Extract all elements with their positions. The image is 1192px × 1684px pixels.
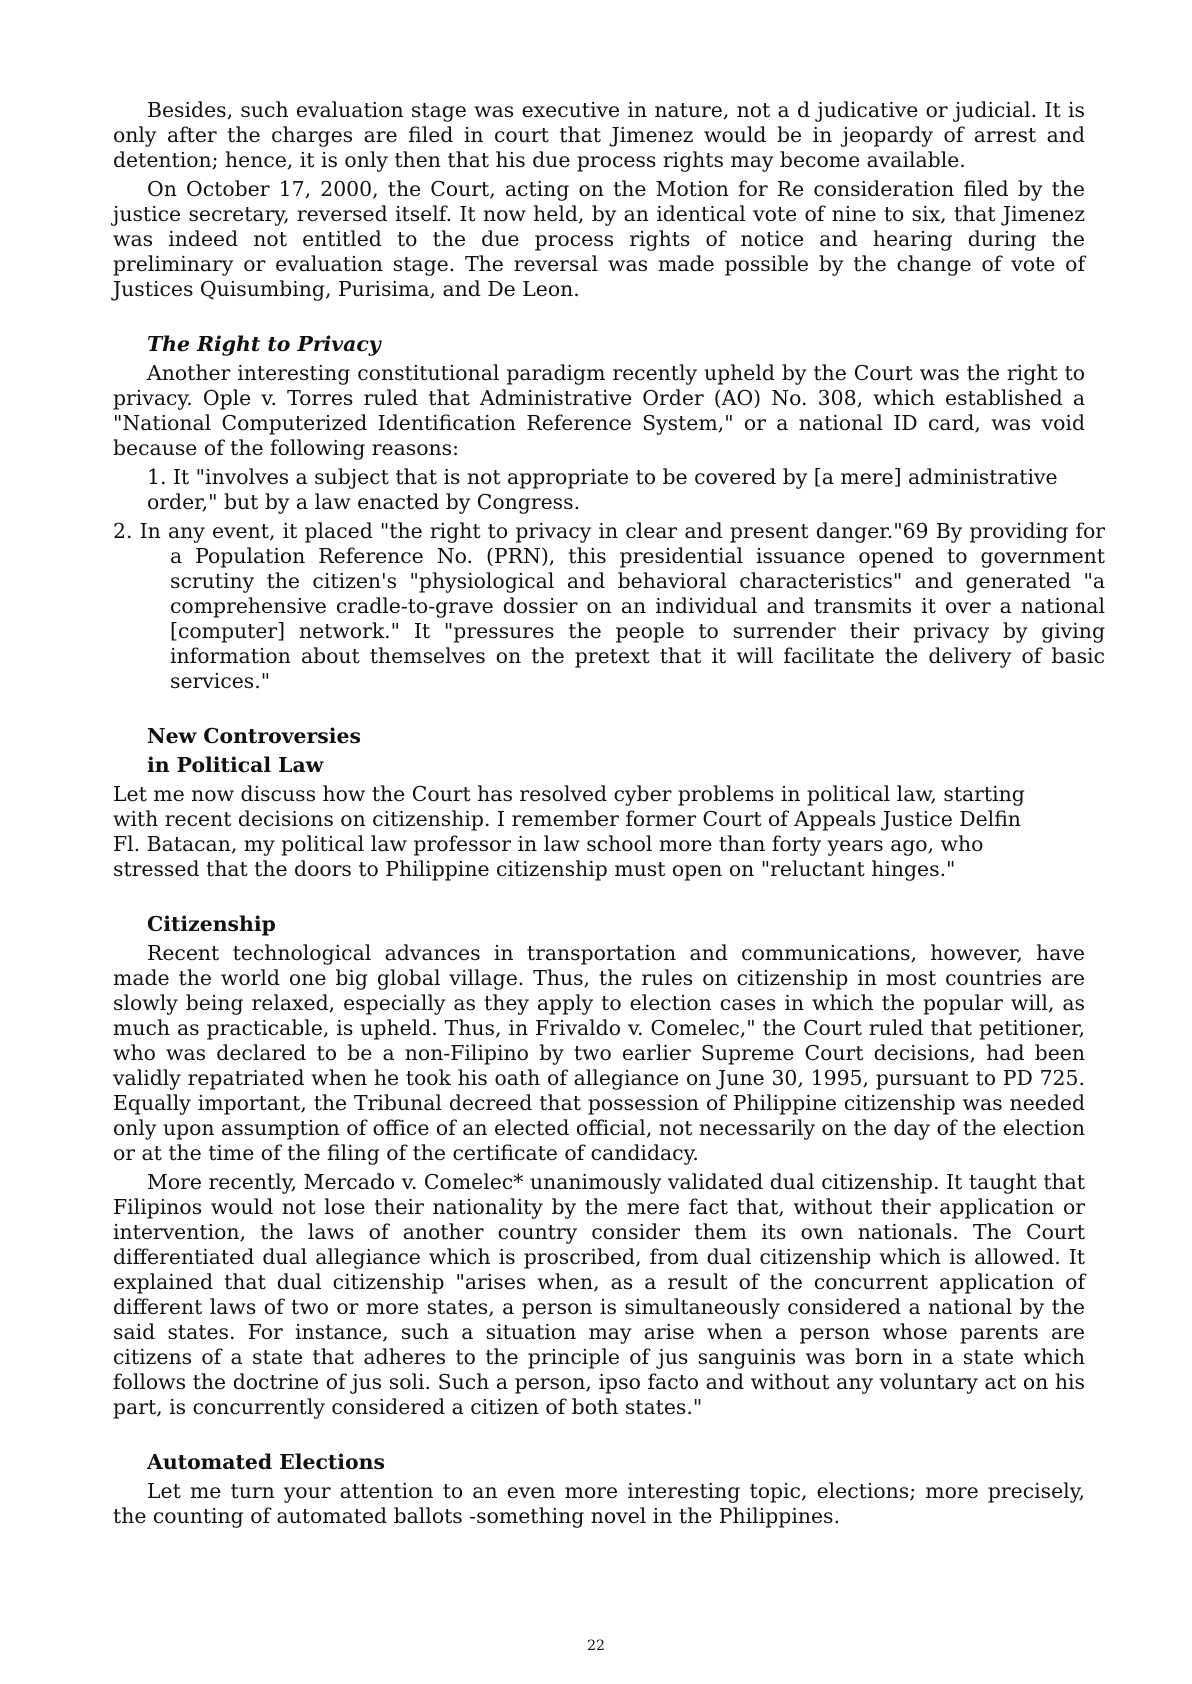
privacy-reason-1: 1. It "involves a subject that is not appropriate to be covered by [a mere] administrative order," but by a law enacted by Congress.	[147, 465, 1058, 514]
paragraph-reversal: On October 17, 2000, the Court, acting on the Motion for Re consideration filed by the justice secretary, reversed itself. It now held, by an identical vote of nine to six, that Jimenez was indeed not entitled to the due process rights of notice and hearing during the preliminary or evaluation stage. The reversal was made possible by the change of vote of Justices Quisumbing, Purisima, and De Leon.	[113, 177, 1085, 301]
paragraph-political-law: Let me now discuss how the Court has resolved cyber problems in political law, starting with recent decisions on citizenship. I remember former Court of Appeals Justice Delfin Fl. Batacan, my political law professor in law school more than forty years ago, who stressed that the doors to Philippine citizenship must open on "reluctant hinges."	[113, 782, 1025, 881]
paragraph-mercado: More recently, Mercado v. Comelec* unanimously validated dual citizenship. It taught that Filipinos would not lose their nationality by the mere fact that, without their application or intervention, the laws of another country consider them its own nationals. The Court differentiated dual allegiance which is proscribed, from dual citizenship which is allowed. It explained that dual citizenship "arises when, as a result of the concurrent application of different laws of two or more states, a person is simultaneously considered a national by the said states. For instance, such a situation may arise when a person whose parents are citizens of a state that adheres to the principle of jus sanguinis was born in a state which follows the doctrine of jus soli. Such a person, ipso facto and without any voluntary act on his part, is concurrently considered a citizen of both states."	[113, 1170, 1085, 1419]
heading-citizenship: Citizenship	[147, 912, 276, 936]
heading-political-law: in Political Law	[147, 753, 324, 777]
paragraph-privacy-intro: Another interesting constitutional paradigm recently upheld by the Court was the right to privacy. Ople v. Torres ruled that Administrative Order (AO) No. 308, which established a "National Computerized Identification Reference System," or a national ID card, was void because of the following reasons:	[113, 361, 1085, 460]
paragraph-automated-elections: Let me turn your attention to an even more interesting topic, elections; more precisely, the counting of automated ballots -something novel in the Philippines.	[113, 1479, 1085, 1528]
heading-automated-elections: Automated Elections	[147, 1450, 385, 1474]
page-number: 22	[587, 1638, 605, 1654]
paragraph-evaluation-stage: Besides, such evaluation stage was executive in nature, not a d judicative or judicial. It is only after the charges are filed in court that Jimenez would be in jeopardy of arrest and detention; hence, it is only then that his due process rights may become available.	[113, 98, 1085, 172]
heading-right-to-privacy: The Right to Privacy	[147, 332, 381, 356]
paragraph-frivaldo: Recent technological advances in transportation and communications, however, have made the world one big global village. Thus, the rules on citizenship in most countries are slowly being relaxed, especially as they apply to election cases in which the popular will, as much as practicable, is upheld. Thus, in Frivaldo v. Comelec," the Court ruled that petitioner, who was declared to be a non-Filipino by two earlier Supreme Court decisions, had been validly repatriated when he took his oath of allegiance on June 30, 1995, pursuant to PD 725. Equally important, the Tribunal decreed that possession of Philippine citizenship was needed only upon assumption of office of an elected official, not necessarily on the day of the election or at the time of the filing of the certificate of candidacy.	[113, 941, 1085, 1165]
document-body	[113, 98, 1105, 1529]
heading-new-controversies: New Controversies	[147, 724, 361, 748]
privacy-reason-2: 2. In any event, it placed "the right to privacy in clear and present danger."69 By providing for a Population Reference No. (PRN), this presidential issuance opened to government scrutiny the citizen's "physiological and behavioral characteristics" and generated "a comprehensive cradle-to-grave dossier on an individual and transmits it over a national [computer] network." It "pressures the people to surrender their privacy by giving information about themselves on the pretext that it will facilitate the delivery of basic services."	[113, 519, 1105, 693]
